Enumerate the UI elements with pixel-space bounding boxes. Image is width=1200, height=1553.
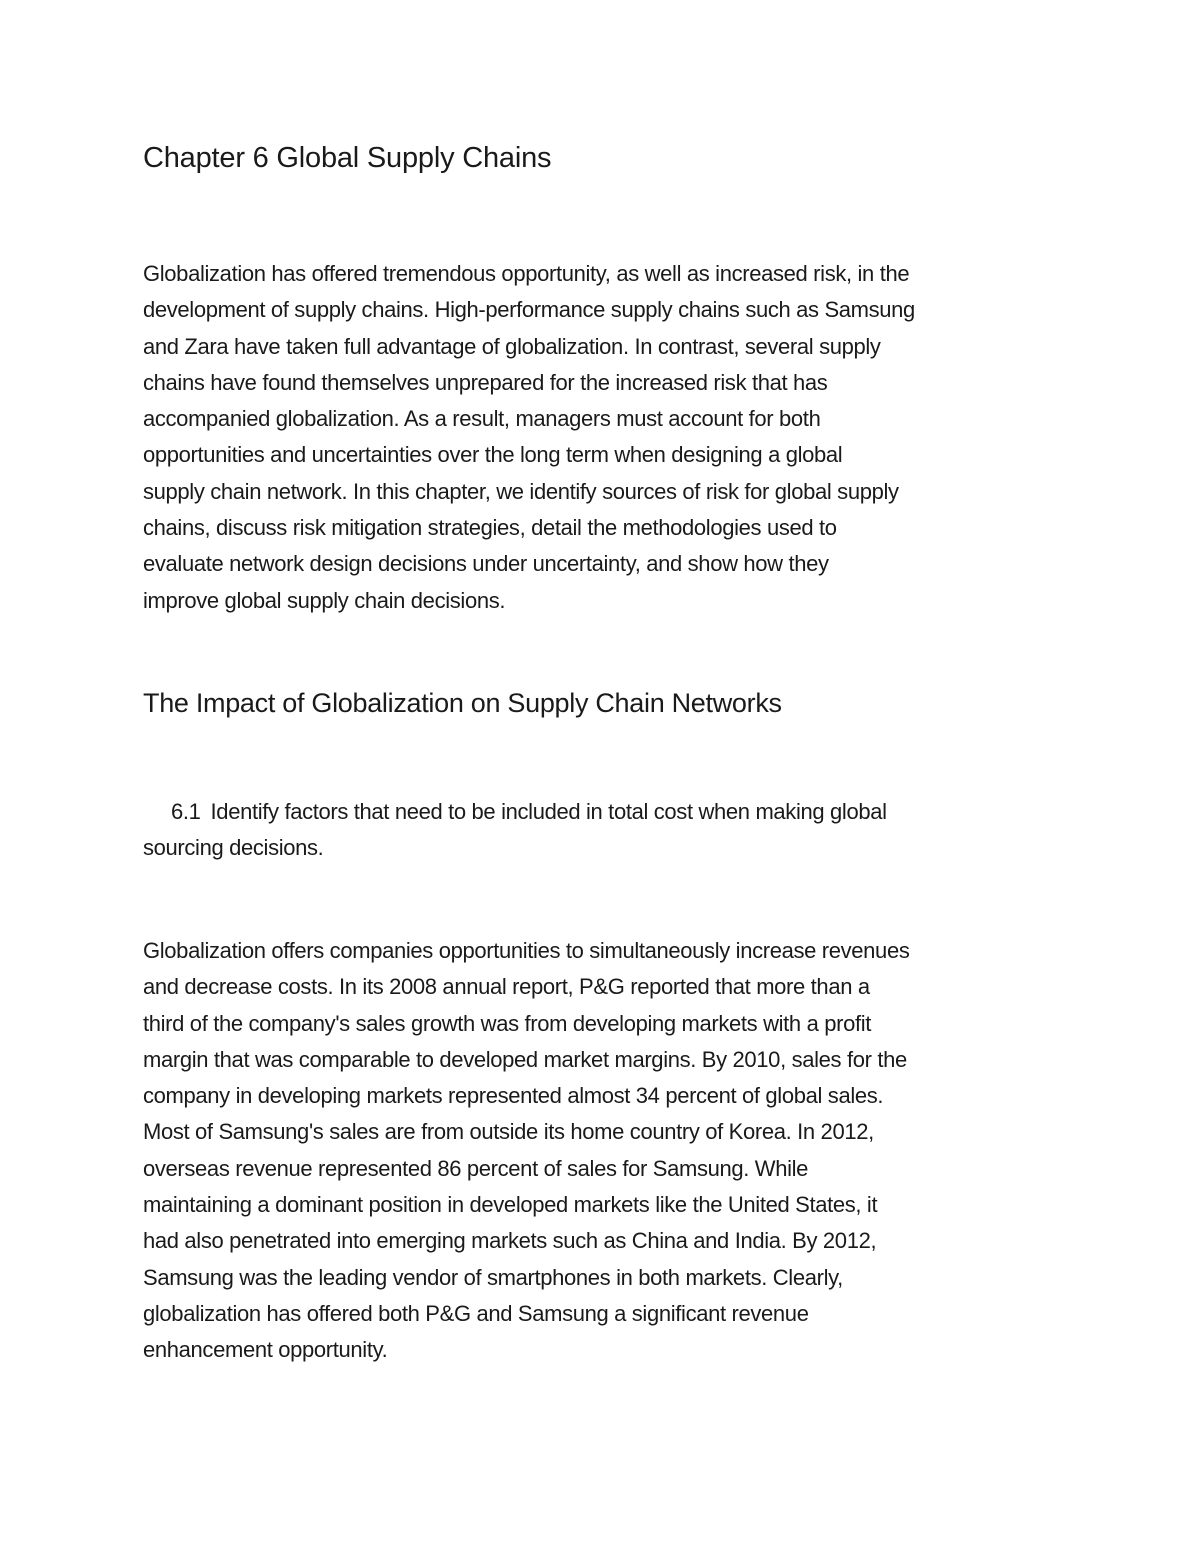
text-line: accompanied globalization. As a result, managers must account for both (143, 406, 821, 432)
text-line: margin that was comparable to developed market margins. By 2010, sales for the (143, 1046, 907, 1072)
text-line: Most of Samsung's sales are from outside its home country of Korea. In 2012, (143, 1119, 874, 1145)
text-line: opportunities and uncertainties over the long term when designing a global (143, 442, 843, 468)
text-line: chains have found themselves unprepared for the increased risk that has (143, 369, 828, 395)
text-line: and decrease costs. In its 2008 annual report, P&G reported that more than a (143, 974, 870, 1000)
text-line: Samsung was the leading vendor of smartphones in both markets. Clearly, (143, 1264, 843, 1290)
text-line: supply chain network. In this chapter, we identify sources of risk for global supply (143, 478, 899, 504)
section-title: The Impact of Globalization on Supply Chain Networks (143, 688, 782, 718)
body-paragraph (143, 933, 909, 1369)
objective-line (143, 794, 887, 830)
learning-objective (143, 794, 887, 867)
chapter-title: Chapter 6 Global Supply Chains (143, 142, 552, 174)
text-line: improve global supply chain decisions. (143, 587, 506, 613)
text-line: overseas revenue represented 86 percent of sales for Samsung. While (143, 1155, 809, 1181)
text-line: sourcing decisions. (143, 835, 324, 861)
text-line: development of supply chains. High-performance supply chains such as Samsung (143, 297, 915, 323)
intro-paragraph (143, 256, 915, 619)
text-line: Globalization has offered tremendous opportunity, as well as increased risk, in the (143, 261, 910, 286)
objective-text: Identify factors that need to be included in total cost when making global (210, 799, 887, 824)
text-line: maintaining a dominant position in developed markets like the United States, it (143, 1192, 878, 1218)
text-line: globalization has offered both P&G and Samsung a significant revenue (143, 1300, 809, 1326)
text-line: third of the company's sales growth was from developing markets with a profit (143, 1010, 872, 1036)
objective-number: 6.1 (171, 799, 201, 824)
text-line: had also penetrated into emerging markets such as China and India. By 2012, (143, 1228, 877, 1254)
text-line: enhancement opportunity. (143, 1337, 388, 1363)
text-line: Globalization offers companies opportunities to simultaneously increase revenues (143, 938, 910, 963)
text-line: evaluate network design decisions under uncertainty, and show how they (143, 551, 829, 577)
text-line: company in developing markets represented almost 34 percent of global sales. (143, 1083, 884, 1109)
text-line: and Zara have taken full advantage of globalization. In contrast, several supply (143, 333, 881, 359)
text-line: chains, discuss risk mitigation strategies, detail the methodologies used to (143, 515, 837, 541)
